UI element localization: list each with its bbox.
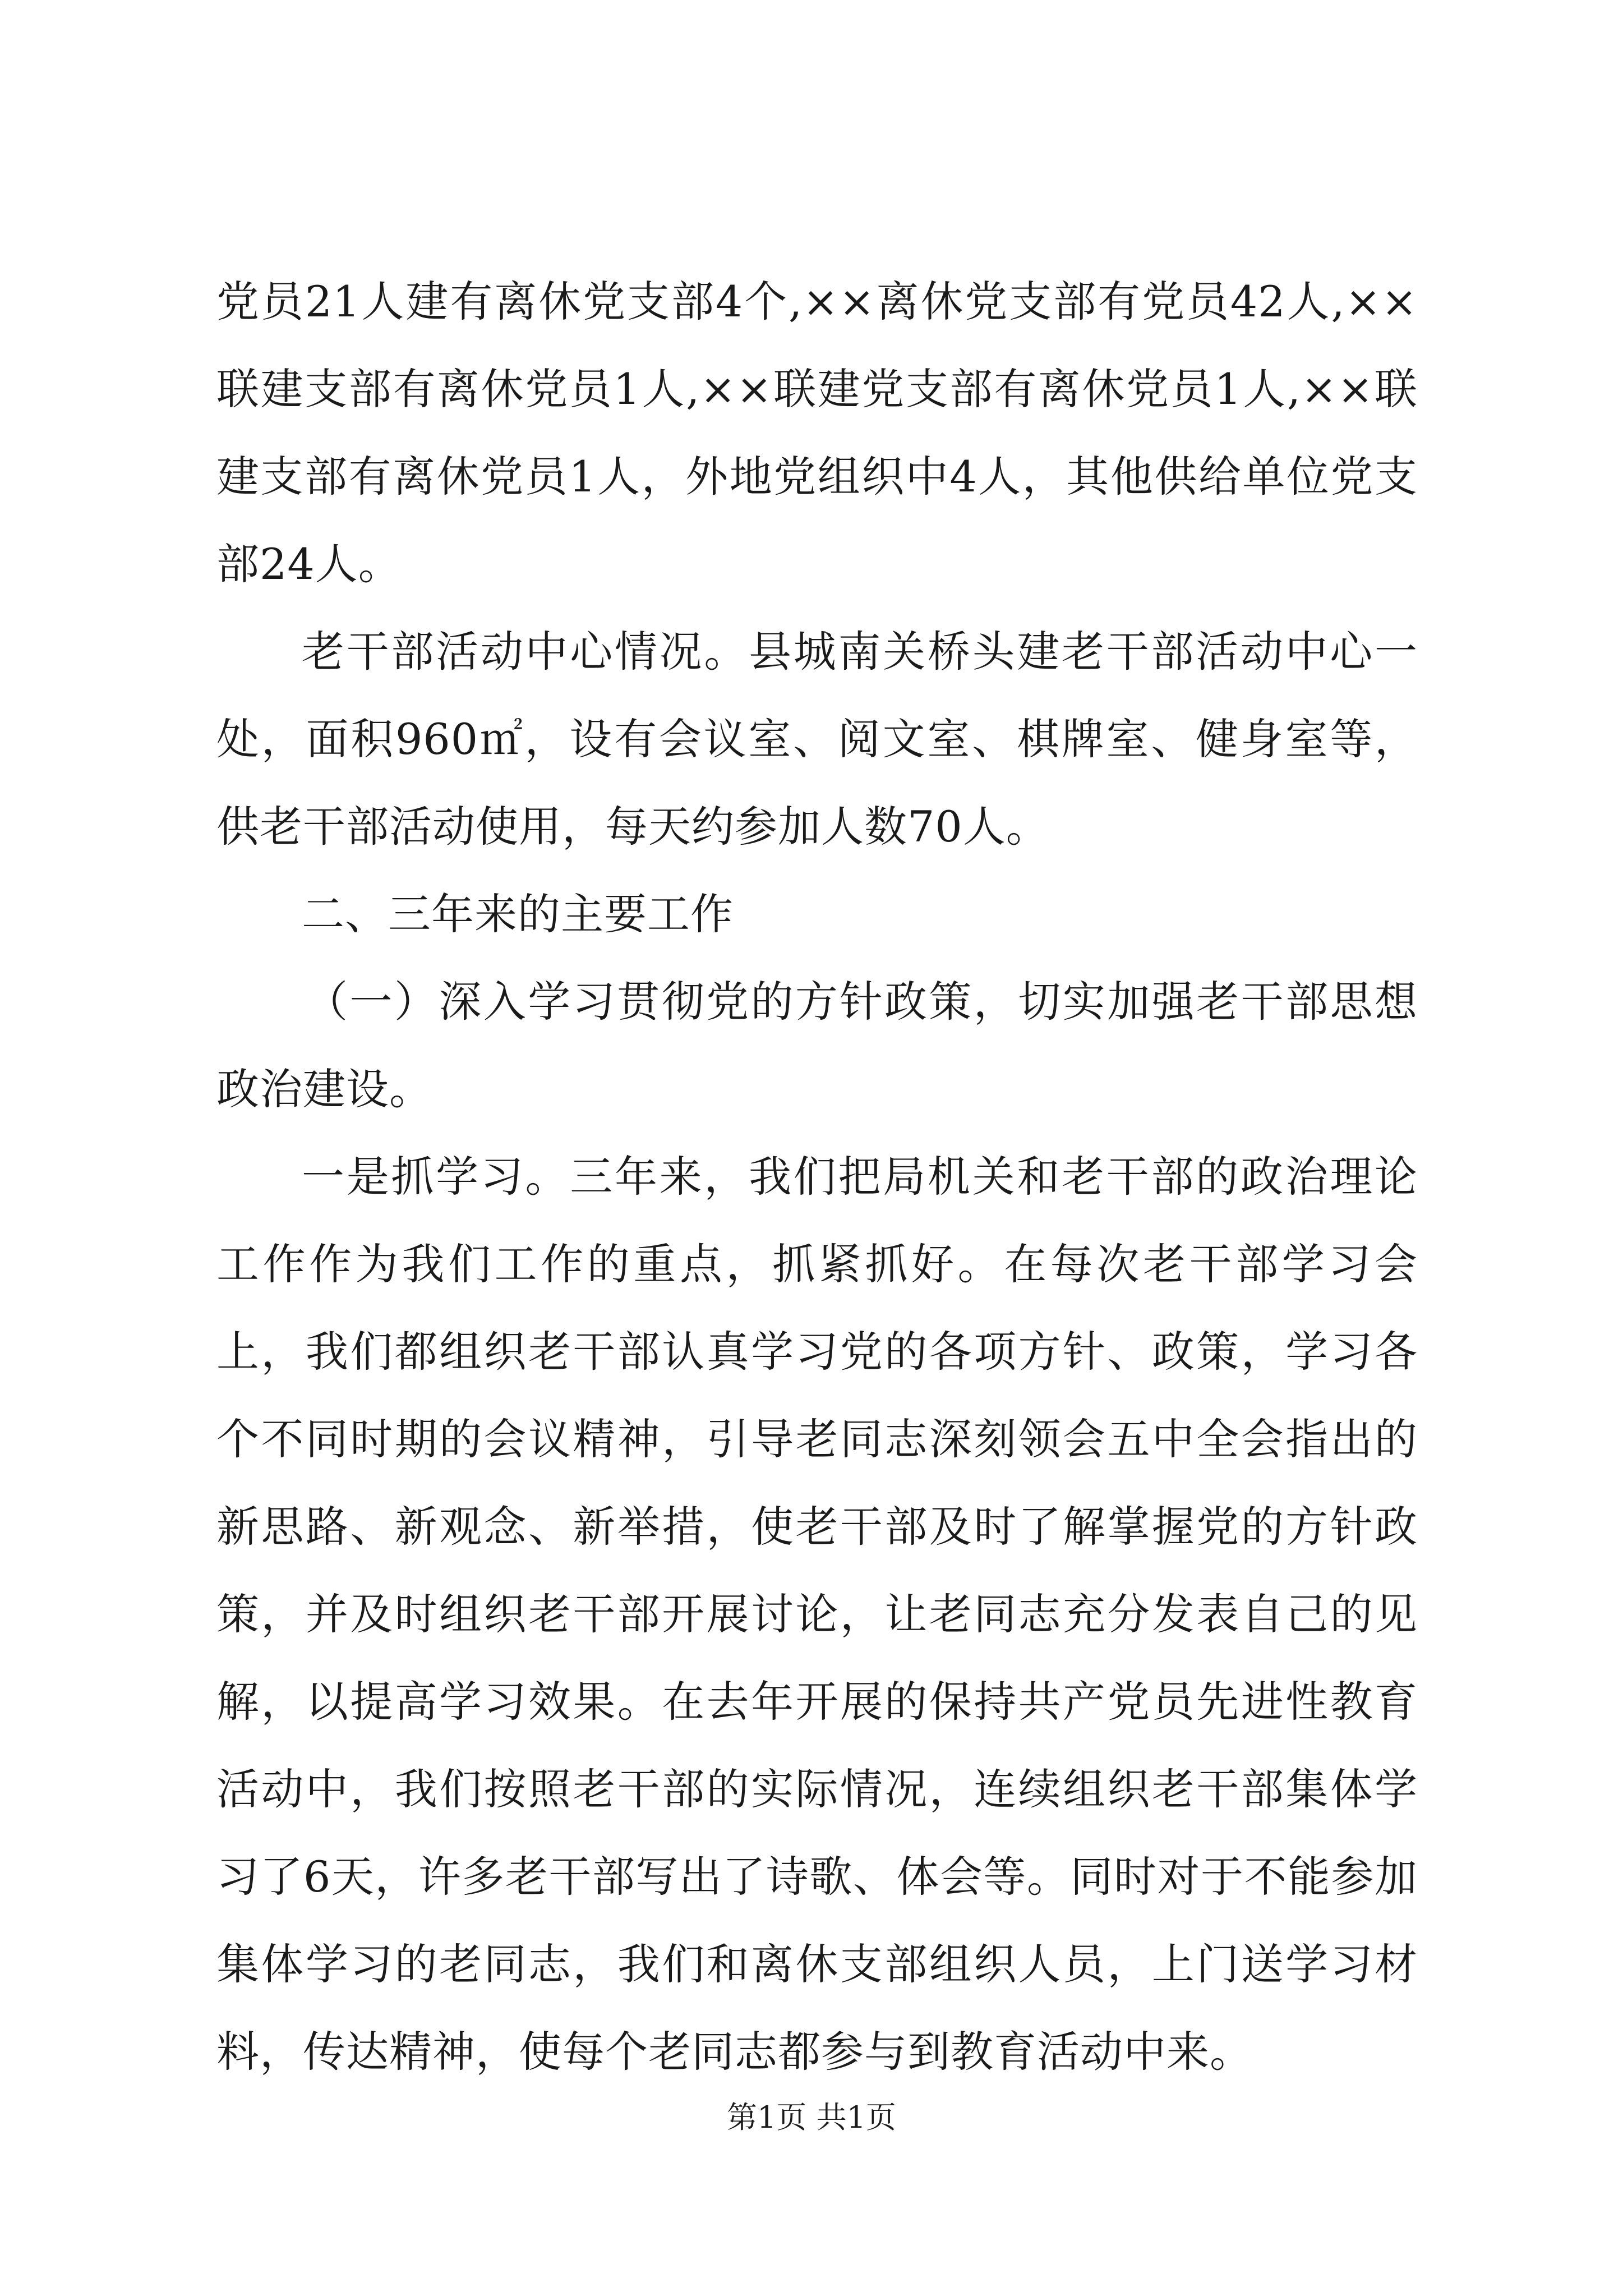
page-number-label: 第1页 共1页 xyxy=(727,2100,896,2135)
paragraph-party-branches: 党员21人建有离休党支部4个,××离休党支部有党员42人,××联建支部有离休党员1人,××联建党支部有离休党员1人,××联建支部有离休党员1人，外地党组织中4人，其他供给单位党支部24人。 xyxy=(216,277,1418,589)
page-footer xyxy=(0,2098,1623,2137)
document-body xyxy=(216,258,1418,2096)
paragraph-activity-center: 老干部活动中心情况。县城南关桥头建老干部活动中心一处，面积960㎡，设有会议室、阅文室、棋牌室、健身室等，供老干部活动使用，每天约参加人数70人。 xyxy=(216,627,1418,852)
section-heading-main-work: 二、三年来的主要工作 xyxy=(302,889,734,939)
subsection-heading-political-study: （一）深入学习贯彻党的方针政策，切实加强老干部思想政治建设。 xyxy=(216,977,1418,1114)
paragraph-study: 一是抓学习。三年来，我们把局机关和老干部的政治理论工作作为我们工作的重点，抓紧抓好。在每次老干部学习会上，我们都组织老干部认真学习党的各项方针、政策，学习各个不同时期的会议精神，引导老同志深刻领会五中全会指出的新思路、新观念、新举措，使老干部及时了解掌握党的方针政策，并及时组织老干部开展讨论，让老同志充分发表自己的见解，以提高学习效果。在去年开展的保持共产党员先进性教育活动中，我们按照老干部的实际情况，连续组织老干部集体学习了6天，许多老干部写出了诗歌、体会等。同时对于不能参加集体学习的老同志，我们和离休支部组织人员，上门送学习材料，传达精神，使每个老同志都参与到教育活动中来。 xyxy=(216,1152,1418,2077)
